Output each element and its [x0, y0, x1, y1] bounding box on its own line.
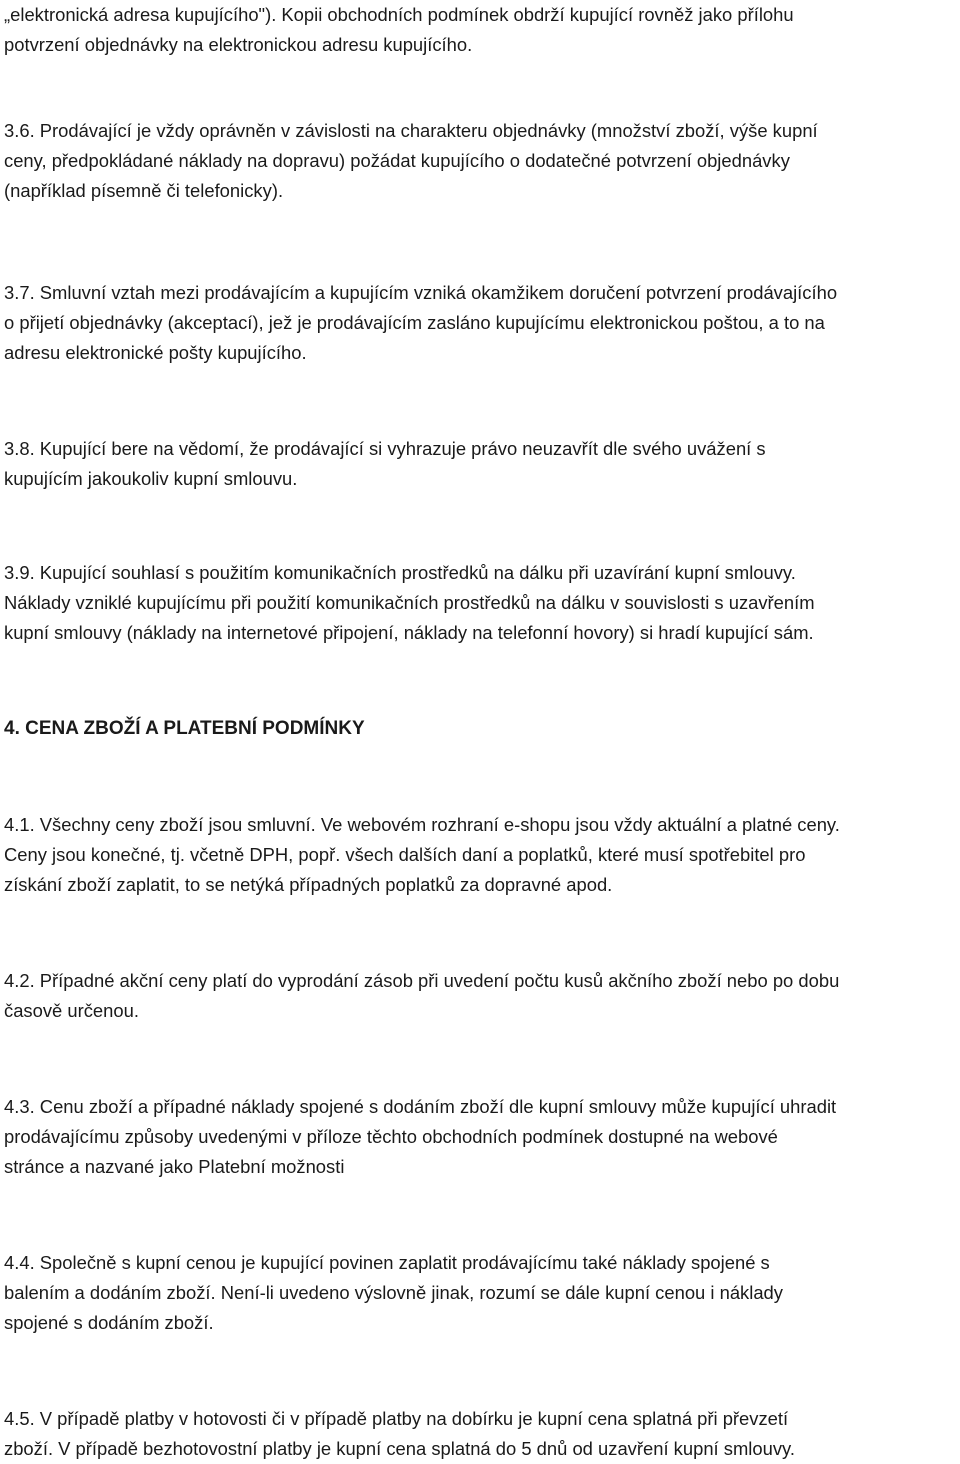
text-line: 4.4. Společně s kupní cenou je kupující povinen zaplatit prodávajícímu také náklady spojené s — [4, 1252, 770, 1273]
paragraph-3-6 — [4, 116, 960, 206]
text-line: o přijetí objednávky (akceptací), jež je prodávajícím zasláno kupujícímu elektronickou poštou, a to na — [4, 312, 825, 333]
paragraph-4-2 — [4, 966, 960, 1026]
text-line: získání zboží zaplatit, to se netýká případných poplatků za dopravné apod. — [4, 874, 613, 895]
text-line: 3.8. Kupující bere na vědomí, že prodávající si vyhrazuje právo neuzavřít dle svého uvážení s — [4, 438, 766, 459]
text-line: Náklady vzniklé kupujícímu při použití komunikačních prostředků na dálku v souvislosti s uzavřením — [4, 592, 815, 613]
text-line: prodávajícímu způsoby uvedenými v příloze těchto obchodních podmínek dostupné na webové — [4, 1126, 778, 1147]
paragraph-3-9 — [4, 558, 960, 648]
paragraph-3-7 — [4, 278, 960, 368]
text-line: kupní smlouvy (náklady na internetové připojení, náklady na telefonní hovory) si hradí kupující sám. — [4, 622, 814, 643]
text-line: 4.3. Cenu zboží a případné náklady spojené s dodáním zboží dle kupní smlouvy může kupující uhradit — [4, 1096, 837, 1117]
paragraph-4-4 — [4, 1248, 960, 1338]
text-line: 4.2. Případné akční ceny platí do vyprodání zásob při uvedení počtu kusů akčního zboží nebo po dobu — [4, 970, 840, 991]
text-line: 3.7. Smluvní vztah mezi prodávajícím a kupujícím vzniká okamžikem doručení potvrzení prodávajícího — [4, 282, 838, 303]
text-line: adresu elektronické pošty kupujícího. — [4, 342, 307, 363]
text-line: balením a dodáním zboží. Není-li uvedeno výslovně jinak, rozumí se dále kupní cenou i náklady — [4, 1282, 783, 1303]
text-line: kupujícím jakoukoliv kupní smlouvu. — [4, 468, 298, 489]
text-line: časově určenou. — [4, 1000, 139, 1021]
text-line: 4.1. Všechny ceny zboží jsou smluvní. Ve webovém rozhraní e-shopu jsou vždy aktuální a platné ceny. — [4, 814, 840, 835]
section-heading: 4. CENA ZBOŽÍ A PLATEBNÍ PODMÍNKY — [4, 718, 365, 739]
text-line: 4.5. V případě platby v hotovosti či v případě platby na dobírku je kupní cena splatná při převzetí — [4, 1408, 789, 1429]
text-line: 3.9. Kupující souhlasí s použitím komunikačních prostředků na dálku při uzavírání kupní smlouvy. — [4, 562, 796, 583]
text-line: Ceny jsou konečné, tj. včetně DPH, popř. všech dalších daní a poplatků, které musí spotřebitel pro — [4, 844, 806, 865]
text-line: 3.6. Prodávající je vždy oprávněn v závislosti na charakteru objednávky (množství zboží, výše kupní — [4, 120, 818, 141]
text-line: stránce a nazvané jako Platební možnosti — [4, 1156, 345, 1177]
text-line: ceny, předpokládané náklady na dopravu) požádat kupujícího o dodatečné potvrzení objednávky — [4, 150, 790, 171]
paragraph-4-3 — [4, 1092, 960, 1182]
paragraph-4-5 — [4, 1404, 960, 1464]
text-line: (například písemně či telefonicky). — [4, 180, 284, 201]
text-line: zboží. V případě bezhotovostní platby je kupní cena splatná do 5 dnů od uzavření kupní smlouvy. — [4, 1438, 795, 1459]
paragraph-intro — [4, 0, 960, 60]
text-line: spojené s dodáním zboží. — [4, 1312, 214, 1333]
paragraph-3-8 — [4, 434, 960, 494]
text-line: potvrzení objednávky na elektronickou adresu kupujícího. — [4, 34, 473, 55]
paragraph-4-1 — [4, 810, 960, 900]
text-line: „elektronická adresa kupujícího"). Kopii obchodních podmínek obdrží kupující rovněž jako přílohu — [4, 4, 794, 25]
